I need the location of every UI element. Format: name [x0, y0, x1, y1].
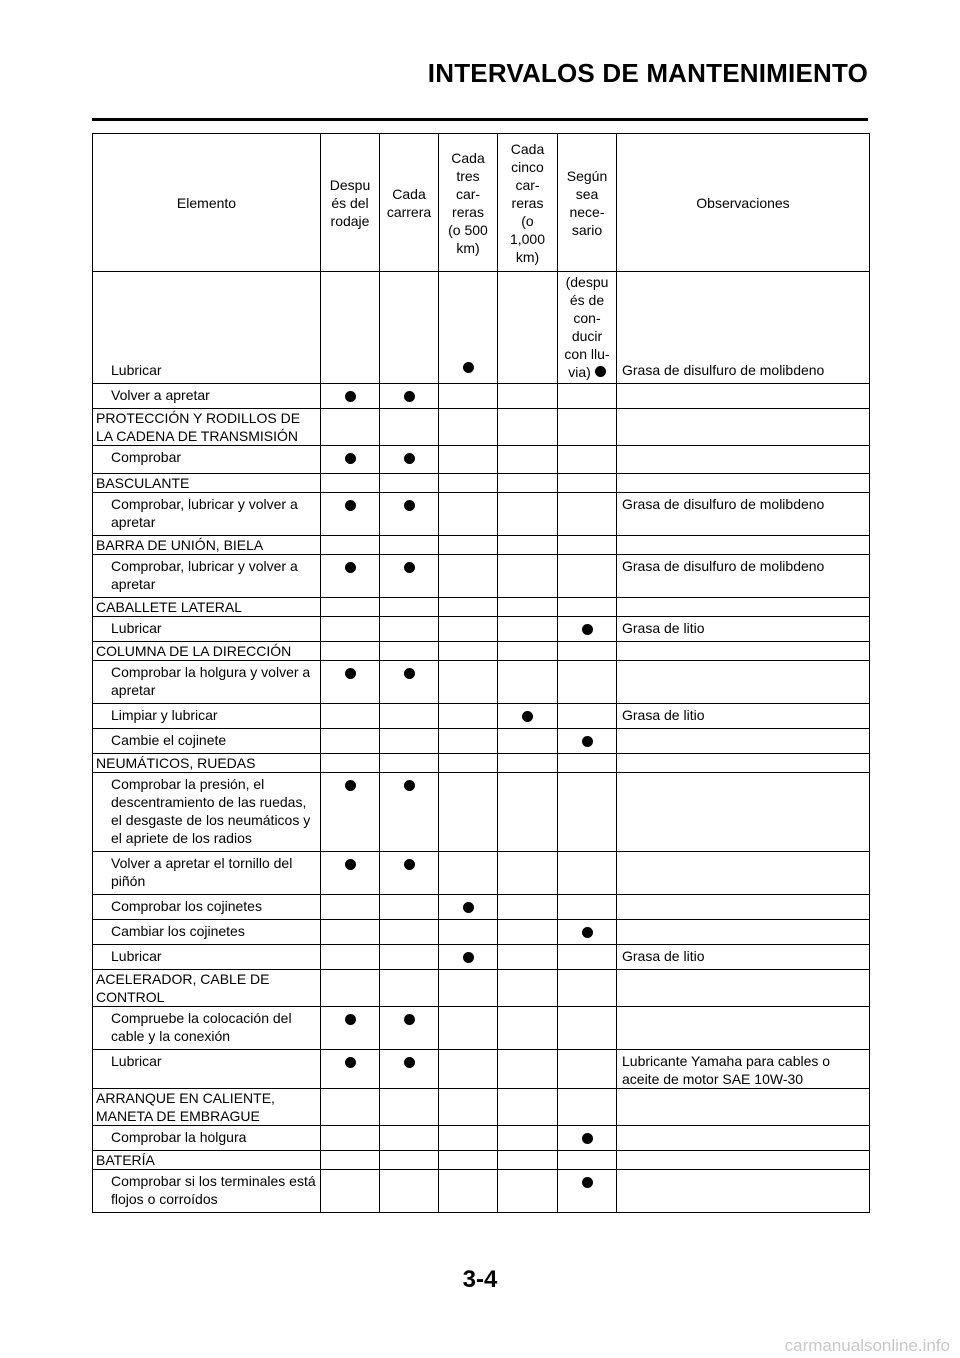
interval-mark [345, 453, 356, 464]
group-title: BARRA DE UNIÓN, BIELA [93, 536, 321, 555]
interval-mark [595, 366, 606, 377]
row-label: Comprobar [111, 449, 182, 465]
interval-mark [345, 500, 356, 511]
interval-mark [345, 391, 356, 402]
header-segun-sea: Según sea nece- sario [558, 134, 617, 272]
interval-mark [404, 859, 415, 870]
group-title: BASCULANTE [93, 474, 321, 493]
interval-mark [582, 1133, 593, 1144]
table-row [93, 1050, 870, 1089]
interval-mark [404, 391, 415, 402]
group-title: ARRANQUE EN CALIENTE, MANETA DE EMBRAGUE [93, 1089, 321, 1126]
interval-mark [345, 780, 356, 791]
title-rule [92, 118, 868, 121]
observation: Grasa de disulfuro de molibdeno [617, 272, 870, 384]
header-despues-rodaje: Despu és del rodaje [321, 134, 380, 272]
interval-mark [404, 668, 415, 679]
interval-mark [582, 927, 593, 938]
condition-note: (despu és de con- ducir con llu- via) [564, 274, 610, 380]
maintenance-table [92, 133, 870, 1213]
row-label: Lubricar [111, 620, 162, 636]
row-label: Comprobar la holgura [111, 1129, 247, 1145]
table-row [93, 598, 870, 617]
row-label: Compruebe la colocación del cable y la conexión [111, 1010, 292, 1044]
table-row [93, 945, 870, 970]
table-row [93, 852, 870, 895]
header-observaciones: Observaciones [617, 134, 870, 272]
table-row [93, 1007, 870, 1050]
table-row [93, 773, 870, 852]
row-label: Lubricar [111, 1053, 162, 1069]
table-row [93, 729, 870, 754]
header-cada-tres: Cada tres car- reras (o 500 km) [439, 134, 498, 272]
table-row [93, 409, 870, 446]
observation: Grasa de disulfuro de molibdeno [617, 555, 870, 598]
group-title: ACELERADOR, CABLE DE CONTROL [93, 970, 321, 1007]
row-label: Comprobar los cojinetes [111, 898, 262, 914]
table-row [93, 970, 870, 1007]
interval-mark [404, 780, 415, 791]
interval-mark [345, 859, 356, 870]
table-row [93, 1170, 870, 1213]
group-title: CABALLETE LATERAL [93, 598, 321, 617]
interval-mark [404, 453, 415, 464]
header-cada-cinco: Cada cinco car- reras (o 1,000 km) [498, 134, 558, 272]
observation: Grasa de litio [617, 704, 870, 729]
table-row [93, 704, 870, 729]
interval-mark [404, 1057, 415, 1068]
interval-mark [345, 1057, 356, 1068]
row-label: Limpiar y lubricar [111, 707, 218, 723]
observation: Grasa de litio [617, 945, 870, 970]
interval-mark [463, 952, 474, 963]
group-title: COLUMNA DE LA DIRECCIÓN [93, 642, 321, 661]
table-row [93, 1151, 870, 1170]
observation: Lubricante Yamaha para cables o aceite de motor SAE 10W-30 [617, 1050, 870, 1089]
table-row [93, 555, 870, 598]
row-label: Volver a apretar el tornillo del piñón [111, 855, 293, 889]
group-title: PROTECCIÓN Y RODILLOS DE LA CADENA DE TRANSMISIÓN [93, 409, 321, 446]
header-elemento: Elemento [93, 134, 321, 272]
row-label: Cambiar los cojinetes [111, 923, 245, 939]
table-row [93, 384, 870, 409]
row-label: Comprobar, lubricar y volver a apretar [111, 496, 298, 530]
table-row [93, 272, 870, 384]
interval-mark [522, 711, 533, 722]
table-row [93, 493, 870, 536]
interval-mark [345, 668, 356, 679]
footer-watermark: carmanualsonline.info [784, 1336, 950, 1355]
row-label: Volver a apretar [111, 387, 210, 403]
interval-mark [463, 362, 474, 373]
interval-mark [582, 1177, 593, 1188]
interval-mark [404, 1014, 415, 1025]
interval-mark [345, 562, 356, 573]
interval-mark [404, 562, 415, 573]
group-title: BATERÍA [93, 1151, 321, 1170]
table-row [93, 446, 870, 474]
observation: Grasa de disulfuro de molibdeno [617, 493, 870, 536]
row-label: Lubricar [111, 948, 162, 964]
interval-mark [582, 736, 593, 747]
table-row [93, 754, 870, 773]
interval-mark [463, 902, 474, 913]
observation: Grasa de litio [617, 617, 870, 642]
row-label: Comprobar la presión, el descentramiento de las ruedas, el desgaste de los neumáticos y el apriete de los radios [111, 776, 311, 846]
interval-mark [582, 624, 593, 635]
row-label: Comprobar la holgura y volver a apretar [111, 664, 311, 698]
row-label: Comprobar si los terminales está flojos o corroídos [111, 1173, 316, 1207]
table-row [93, 661, 870, 704]
table-row [93, 474, 870, 493]
table-row [93, 1126, 870, 1151]
row-label: Comprobar, lubricar y volver a apretar [111, 558, 298, 592]
row-label: Cambie el cojinete [111, 732, 227, 748]
interval-mark [345, 1014, 356, 1025]
interval-mark [404, 500, 415, 511]
page-title: INTERVALOS DE MANTENIMIENTO [427, 58, 868, 88]
table-row [93, 642, 870, 661]
table-row [93, 536, 870, 555]
table-row [93, 895, 870, 920]
row-label: Lubricar [111, 362, 162, 378]
table-header-row [93, 134, 870, 272]
page-number: 3-4 [462, 1266, 498, 1293]
header-cada-carrera: Cada carrera [380, 134, 439, 272]
table-row [93, 1089, 870, 1126]
table-row [93, 920, 870, 945]
group-title: NEUMÁTICOS, RUEDAS [93, 754, 321, 773]
table-row [93, 617, 870, 642]
